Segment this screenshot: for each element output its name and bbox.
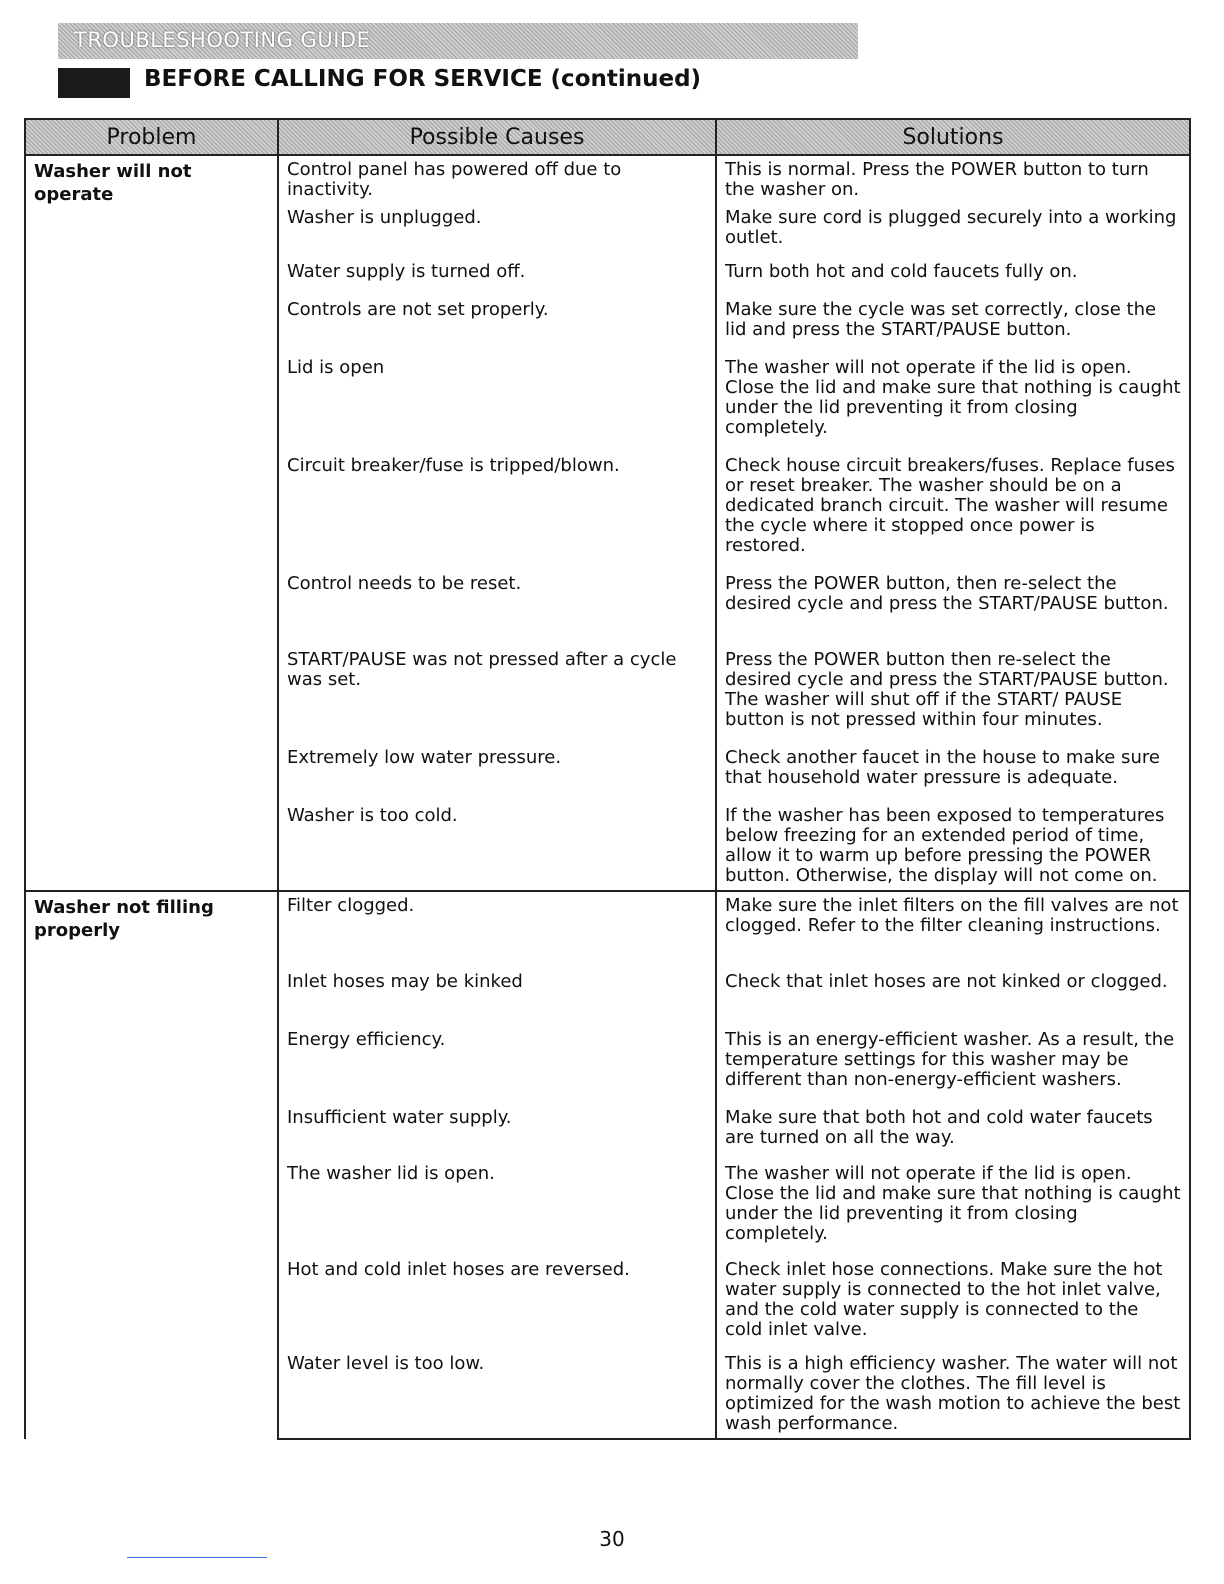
solution-cell: Check inlet hose connections. Make sure the hot water supply is connected to the hot inlet valve, and the cold water supply is connected to the cold inlet valve. bbox=[716, 1256, 1190, 1350]
table-header-row bbox=[25, 119, 1190, 155]
cause-cell: Control panel has powered off due to inactivity. bbox=[278, 155, 716, 204]
solution-cell: The washer will not operate if the lid is open. Close the lid and make sure that nothing is caught under the lid preventing it from closing completely. bbox=[716, 354, 1190, 452]
decorative-line bbox=[127, 1557, 267, 1558]
cause-cell: Lid is open bbox=[278, 354, 716, 452]
cause-cell: START/PAUSE was not pressed after a cycle was set. bbox=[278, 646, 716, 744]
table-row bbox=[25, 891, 1190, 968]
section-marker bbox=[58, 68, 130, 98]
problem-cell: Washer not filling properly bbox=[25, 891, 278, 1439]
section-banner bbox=[58, 23, 858, 59]
solution-cell: Check another faucet in the house to make sure that household water pressure is adequate. bbox=[716, 744, 1190, 802]
cause-cell: Controls are not set properly. bbox=[278, 296, 716, 354]
page-number: 30 bbox=[599, 1527, 625, 1551]
solution-cell: Make sure the inlet filters on the fill valves are not clogged. Refer to the filter cleaning instructions. bbox=[716, 891, 1190, 968]
column-header-problem: Problem bbox=[25, 119, 278, 155]
solution-cell: Make sure cord is plugged securely into a working outlet. bbox=[716, 204, 1190, 258]
solution-cell: This is a high efficiency washer. The water will not normally cover the clothes. The fill level is optimized for the wash motion to achieve the best wash performance. bbox=[716, 1350, 1190, 1439]
cause-cell: Water level is too low. bbox=[278, 1350, 716, 1439]
solution-cell: Check house circuit breakers/fuses. Replace fuses or reset breaker. The washer should be on a dedicated branch circuit. The washer will resume the cycle where it stopped once power is restored. bbox=[716, 452, 1190, 570]
solution-cell: Press the POWER button then re-select the desired cycle and press the START/PAUSE button. The washer will shut off if the START/ PAUSE button is not pressed within four minutes. bbox=[716, 646, 1190, 744]
solution-cell: Check that inlet hoses are not kinked or clogged. bbox=[716, 968, 1190, 1026]
column-header-solutions: Solutions bbox=[716, 119, 1190, 155]
solution-cell: Press the POWER button, then re-select the desired cycle and press the START/PAUSE button. bbox=[716, 570, 1190, 646]
solution-cell: Make sure that both hot and cold water faucets are turned on all the way. bbox=[716, 1104, 1190, 1160]
cause-cell: Hot and cold inlet hoses are reversed. bbox=[278, 1256, 716, 1350]
cause-cell: Extremely low water pressure. bbox=[278, 744, 716, 802]
cause-cell: Water supply is turned off. bbox=[278, 258, 716, 296]
cause-cell: Filter clogged. bbox=[278, 891, 716, 968]
cause-cell: Washer is too cold. bbox=[278, 802, 716, 891]
cause-cell: Washer is unplugged. bbox=[278, 204, 716, 258]
column-header-causes: Possible Causes bbox=[278, 119, 716, 155]
cause-cell: Circuit breaker/fuse is tripped/blown. bbox=[278, 452, 716, 570]
cause-cell: Insufficient water supply. bbox=[278, 1104, 716, 1160]
solution-cell: Turn both hot and cold faucets fully on. bbox=[716, 258, 1190, 296]
solution-cell: The washer will not operate if the lid is open. Close the lid and make sure that nothing is caught under the lid preventing it from closing completely. bbox=[716, 1160, 1190, 1256]
solution-cell: This is an energy-efficient washer. As a result, the temperature settings for this washer may be different than non-energy-efficient washers. bbox=[716, 1026, 1190, 1104]
solution-cell: If the washer has been exposed to temperatures below freezing for an extended period of time, allow it to warm up before pressing the POWER button. Otherwise, the display will not come on. bbox=[716, 802, 1190, 891]
cause-cell: Energy efficiency. bbox=[278, 1026, 716, 1104]
banner-title: TROUBLESHOOTING GUIDE bbox=[74, 28, 371, 52]
solution-cell: Make sure the cycle was set correctly, close the lid and press the START/PAUSE button. bbox=[716, 296, 1190, 354]
table-row bbox=[25, 155, 1190, 204]
page-title: BEFORE CALLING FOR SERVICE (continued) bbox=[144, 66, 702, 92]
cause-cell: The washer lid is open. bbox=[278, 1160, 716, 1256]
solution-cell: This is normal. Press the POWER button to turn the washer on. bbox=[716, 155, 1190, 204]
troubleshooting-table bbox=[24, 118, 1191, 1440]
problem-cell: Washer will not operate bbox=[25, 155, 278, 891]
cause-cell: Control needs to be reset. bbox=[278, 570, 716, 646]
cause-cell: Inlet hoses may be kinked bbox=[278, 968, 716, 1026]
